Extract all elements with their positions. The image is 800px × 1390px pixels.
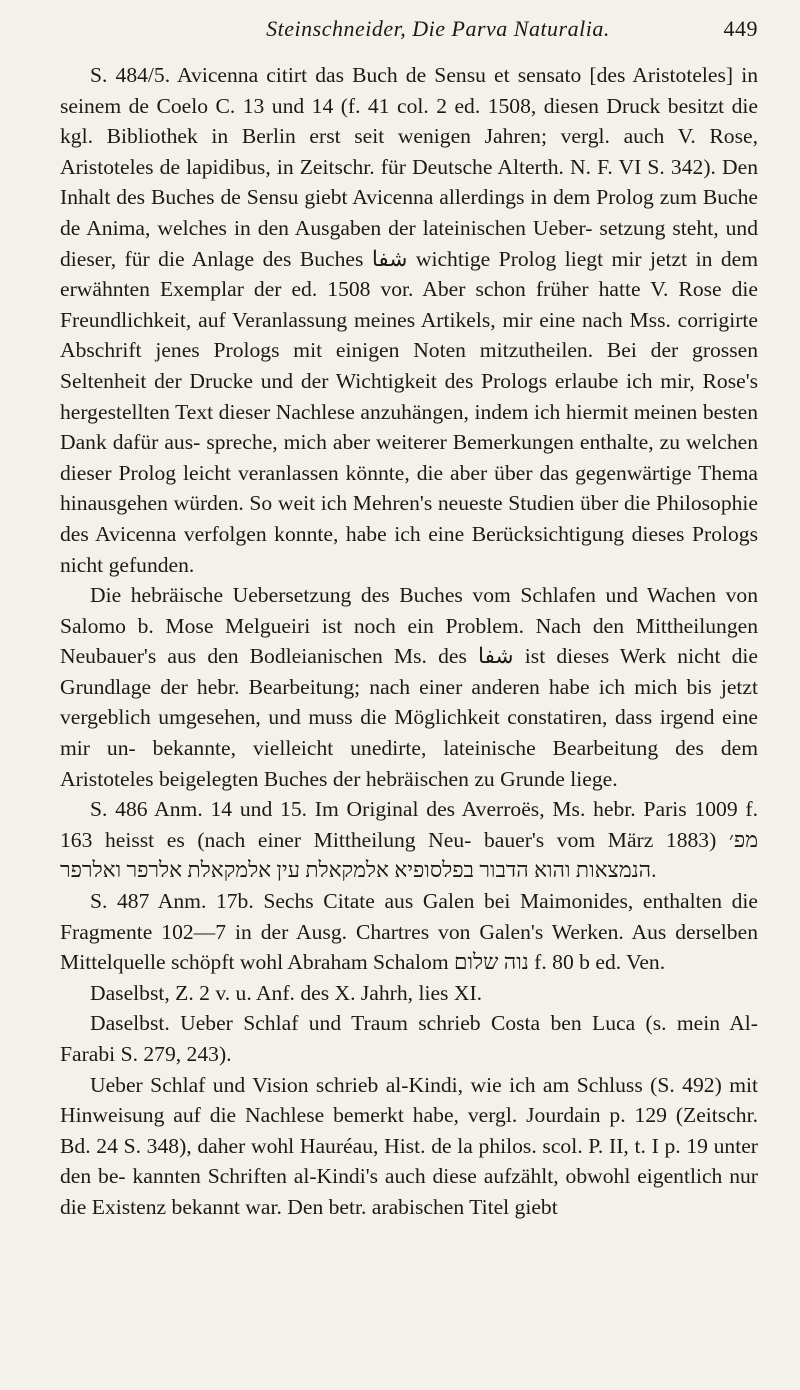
running-head [118, 16, 758, 50]
paragraph-avicenna: S. 484/5. Avicenna citirt das Buch de Sensu et sensato [des Aristoteles] in seinem de Coelo C. 13 und 14 (f. 41 col. 2 ed. 1508, diesen Druck besitzt die kgl. Bibliothek in Berlin erst seit wenigen Jahren; vergl. auch V. Rose, Aristoteles de lapidibus, in Zeitschr. für Deutsche Alterth. N. F. VI S. 342). Den Inhalt des Buches de Sensu giebt Avicenna allerdings in dem Prolog zum Buche de Anima, welches in den Ausgaben der lateinischen Ueber- setzung steht, und dieser, für die Anlage des Buches شفا wichtige Prolog liegt mir jetzt in dem erwähnten Exemplar der ed. 1508 vor. Aber schon früher hatte V. Rose die Freundlichkeit, auf Veranlassung meines Artikels, mir eine nach Mss. corrigirte Abschrift jenes Prologs mit einigen Noten mitzutheilen. Bei der grossen Seltenheit der Drucke und der Wichtigkeit des Prologs erlaube ich mir, Rose's hergestellten Text dieser Nachlese anzuhängen, indem ich hiermit meinen besten Dank dafür aus- spreche, mich aber weiterer Bemerkungen enthalte, zu welchen dieser Prolog leicht veranlassen könnte, die aber über das gegenwärtige Thema hinausgehen würden. So weit ich Mehren's neueste Studien über die Philosophie des Avicenna verfolgen konnte, habe ich eine Berücksichtigung dieses Prologs nicht gefunden. [60, 63, 758, 577]
paragraph-averroes: S. 486 Anm. 14 und 15. Im Original des Averroës, Ms. hebr. Paris 1009 f. 163 heisst es (nach einer Mittheilung Neu- bauer's vom März 1883) מפ׳ הנמצאות והוא הדבור בפלסופיא אלמקאלת עין אלמקאלת אלרפר ואלרפר. [60, 797, 758, 883]
paragraph-hebrew-translation: Die hebräische Uebersetzung des Buches vom Schlafen und Wachen von Salomo b. Mose Melgueiri ist noch ein Problem. Nach den Mittheilungen Neubauer's aus den Bodleianischen Ms. des شفا ist dieses Werk nicht die Grundlage der hebr. Bearbeitung; nach einer anderen habe ich mich bis jetzt vergeblich umgesehen, und muss die Möglichkeit constatiren, dass irgend eine mir un- bekannte, vielleicht unedirte, lateinische Bearbeitung des dem Aristoteles beigelegten Buches der hebräischen zu Grunde liege. [60, 583, 758, 791]
paragraph-correction: Daselbst, Z. 2 v. u. Anf. des X. Jahrh, lies XI. [90, 980, 483, 1005]
paragraph-galen: S. 487 Anm. 17b. Sechs Citate aus Galen bei Maimonides, enthalten die Fragmente 102—7 in der Ausg. Chartres von Galen's Werken. Aus derselben Mittelquelle schöpft wohl Abraham Schalom נוה שלום f. 80 b ed. Ven. [60, 889, 758, 975]
paragraph-al-kindi: Ueber Schlaf und Vision schrieb al-Kindi, wie ich am Schluss (S. 492) mit Hinweisung auf die Nachlese bemerkt habe, vergl. Jourdain p. 129 (Zeitschr. Bd. 24 S. 348), daher wohl Hauréau, Hist. de la philos. scol. P. II, t. I p. 19 unter den be- kannten Schriften al-Kindi's auch diese aufzählt, obwohl eigentlich nur die Existenz bekannt war. Den betr. arabischen Titel giebt [60, 1072, 758, 1219]
page-number: 449 [723, 16, 758, 41]
running-head-title: Steinschneider, Die Parva Naturalia. [266, 16, 610, 41]
body-text [60, 60, 758, 1223]
paragraph-costa-ben-luca: Daselbst. Ueber Schlaf und Traum schrieb Costa ben Luca (s. mein Al-Farabi S. 279, 243). [60, 1011, 758, 1066]
